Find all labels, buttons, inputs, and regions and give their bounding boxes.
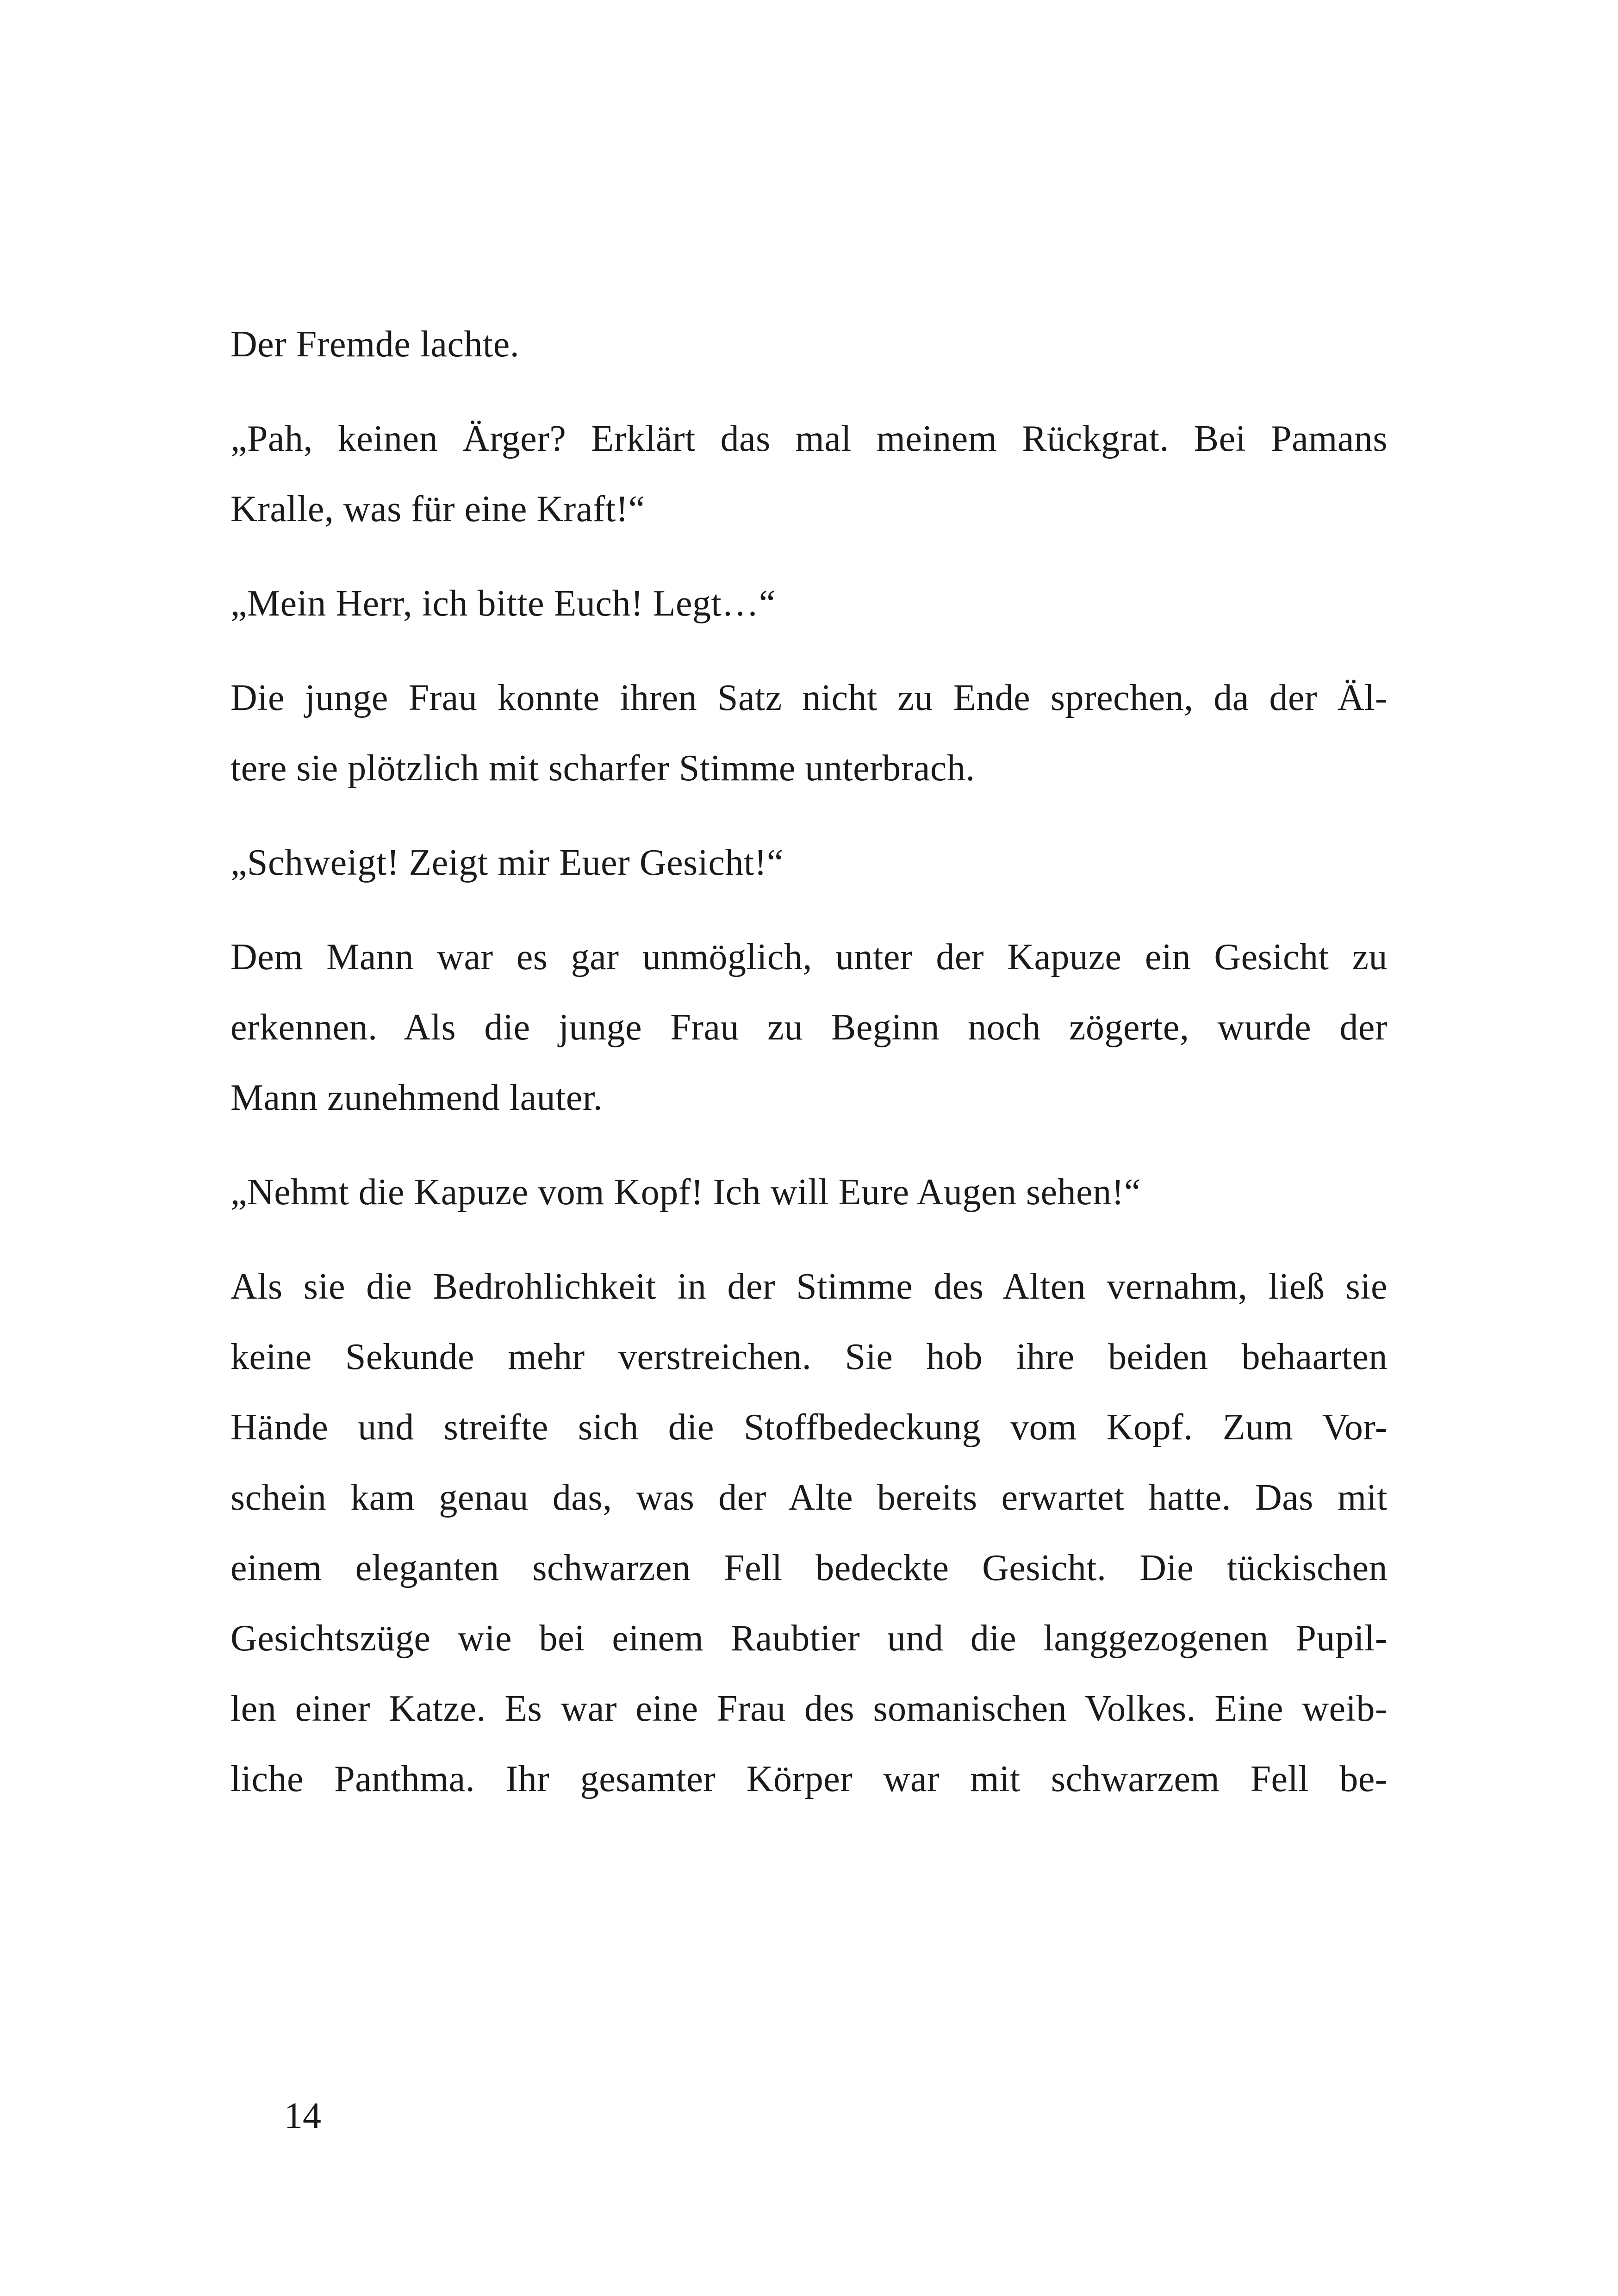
text-line: erkennen. Als die junge Frau zu Beginn noch zögerte, wurde der [230, 1007, 1388, 1048]
text-line: len einer Katze. Es war eine Frau des somanischen Volkes. Eine weib- [230, 1688, 1388, 1729]
paragraph [230, 1157, 1388, 1227]
body-text [230, 309, 1388, 1838]
paragraph [230, 663, 1388, 803]
paragraph [230, 828, 1388, 898]
paragraph [230, 404, 1388, 544]
text-line: „Mein Herr, ich bitte Euch! Legt…“ [230, 583, 776, 624]
text-line: Der Fremde lachte. [230, 324, 520, 365]
text-line: Mann zunehmend lauter. [230, 1077, 603, 1118]
text-line: liche Panthma. Ihr gesamter Körper war mit schwarzem Fell be- [230, 1759, 1388, 1799]
paragraph [230, 309, 1388, 380]
text-line: Gesichtszüge wie bei einem Raubtier und die langgezogenen Pupil- [230, 1618, 1388, 1659]
paragraph [230, 922, 1388, 1133]
text-line: Dem Mann war es gar unmöglich, unter der Kapuze ein Gesicht zu [230, 937, 1388, 977]
text-line: „Schweigt! Zeigt mir Euer Gesicht!“ [230, 842, 784, 883]
text-line: keine Sekunde mehr verstreichen. Sie hob ihre beiden behaarten [230, 1337, 1388, 1377]
text-line: Kralle, was für eine Kraft!“ [230, 489, 645, 529]
text-line: tere sie plötzlich mit scharfer Stimme unterbrach. [230, 748, 975, 789]
text-line: schein kam genau das, was der Alte bereits erwartet hatte. Das mit [230, 1477, 1388, 1518]
text-line: Als sie die Bedrohlichkeit in der Stimme des Alten vernahm, ließ sie [230, 1266, 1388, 1307]
paragraph [230, 1251, 1388, 1814]
text-line: einem eleganten schwarzen Fell bedeckte Gesicht. Die tückischen [230, 1548, 1388, 1588]
text-line: „Nehmt die Kapuze vom Kopf! Ich will Eure Augen sehen!“ [230, 1172, 1141, 1213]
text-line: Die junge Frau konnte ihren Satz nicht zu Ende sprechen, da der Äl- [230, 678, 1388, 718]
text-line: Hände und streifte sich die Stoffbedeckung vom Kopf. Zum Vor- [230, 1407, 1388, 1448]
page-number: 14 [284, 2096, 321, 2136]
text-line: „Pah, keinen Ärger? Erklärt das mal meinem Rückgrat. Bei Pamans [230, 418, 1388, 459]
paragraph [230, 568, 1388, 639]
